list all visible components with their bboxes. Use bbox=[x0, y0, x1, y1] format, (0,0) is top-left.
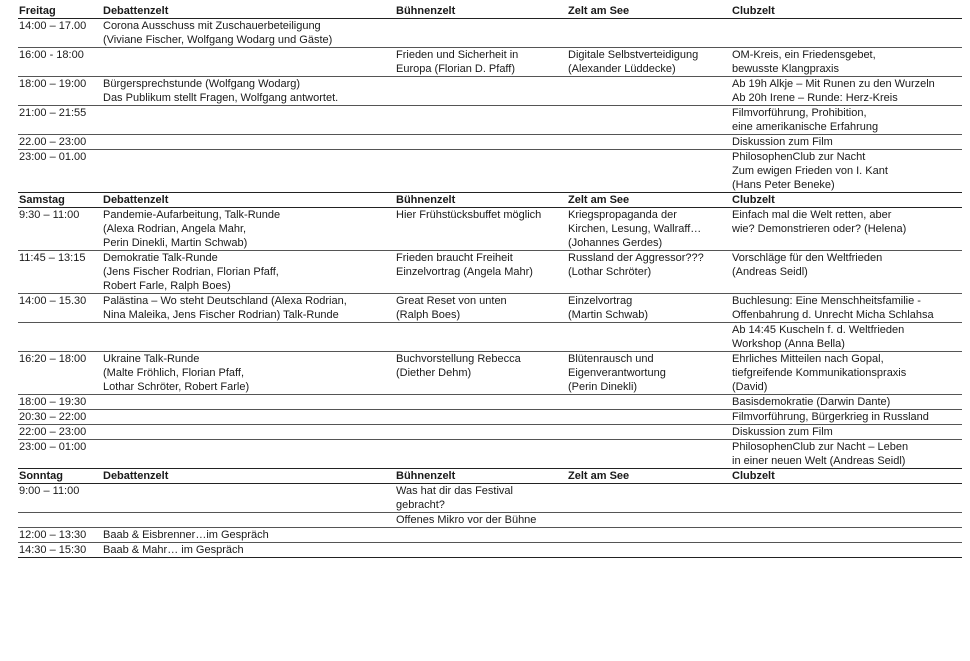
event-cell-zelt-am-see bbox=[567, 294, 731, 323]
time-slot: 9:30 – 11:00 bbox=[19, 209, 80, 221]
time-slot: 21:00 – 21:55 bbox=[18, 106, 102, 135]
event-cell-clubzelt bbox=[731, 208, 962, 251]
event-cell-zelt-am-see bbox=[567, 543, 731, 558]
schedule-body bbox=[18, 4, 962, 558]
event-text-line: Basisdemokratie (Darwin Dante) bbox=[732, 396, 891, 408]
event-cell-debattenzelt bbox=[102, 440, 395, 469]
event-cell-clubzelt bbox=[731, 106, 962, 135]
event-cell-clubzelt bbox=[731, 440, 962, 469]
event-cell-debattenzelt bbox=[102, 106, 395, 135]
event-text-line: Eigenverantwortung bbox=[568, 367, 666, 379]
time-slot: 16:20 – 18:00 bbox=[18, 352, 102, 395]
event-cell-clubzelt bbox=[731, 352, 962, 395]
event-cell-buehnenzelt bbox=[395, 19, 567, 48]
schedule-row bbox=[18, 395, 962, 410]
time-slot bbox=[18, 513, 102, 528]
venue-header-debattenzelt: Debattenzelt bbox=[102, 4, 395, 19]
venue-header-zelt-am-see: Zelt am See bbox=[567, 469, 731, 484]
time-slot: 18:00 – 19:30 bbox=[18, 395, 102, 410]
time-slot: 23:00 – 01:00 bbox=[18, 440, 102, 469]
schedule-row bbox=[18, 106, 962, 135]
event-text-line: Palästina – Wo steht Deutschland (Alexa Rodrian, bbox=[103, 295, 347, 307]
event-text-line: (Diether Dehm) bbox=[396, 367, 472, 379]
time-slot: 23:00 – 01.00 bbox=[18, 150, 102, 193]
event-cell-buehnenzelt bbox=[395, 513, 567, 528]
schedule-row bbox=[18, 48, 962, 77]
event-cell-debattenzelt bbox=[102, 323, 395, 352]
event-text-line: Diskussion zum Film bbox=[732, 426, 833, 438]
event-cell-zelt-am-see bbox=[567, 150, 731, 193]
event-cell-clubzelt bbox=[731, 395, 962, 410]
event-text-line: (Johannes Gerdes) bbox=[568, 237, 663, 249]
schedule-row bbox=[18, 19, 962, 48]
event-text-line: Kriegspropaganda der bbox=[568, 209, 677, 221]
event-text-line: Demokratie Talk-Runde bbox=[103, 252, 218, 264]
day-header-row bbox=[18, 193, 962, 208]
day-label: Samstag bbox=[18, 193, 102, 208]
venue-header-zelt-am-see: Zelt am See bbox=[567, 4, 731, 19]
event-text-line: Corona Ausschuss mit Zuschauerbeteiligung bbox=[103, 20, 321, 32]
event-cell-clubzelt bbox=[731, 294, 962, 323]
event-text-line: (Viviane Fischer, Wolfgang Wodarg und Gäste) bbox=[103, 34, 333, 46]
schedule-row bbox=[18, 294, 962, 323]
event-cell-clubzelt bbox=[731, 513, 962, 528]
event-cell-clubzelt bbox=[731, 251, 962, 294]
time-slot: 22.00 – 23:00 bbox=[18, 135, 102, 150]
event-cell-zelt-am-see bbox=[567, 106, 731, 135]
event-cell-clubzelt bbox=[731, 150, 962, 193]
event-cell-debattenzelt bbox=[102, 150, 395, 193]
event-cell-zelt-am-see bbox=[567, 440, 731, 469]
event-cell-clubzelt bbox=[731, 484, 962, 513]
event-cell-zelt-am-see bbox=[567, 513, 731, 528]
event-text-line: OM-Kreis, ein Friedensgebet, bbox=[732, 49, 876, 61]
event-cell-clubzelt bbox=[731, 135, 962, 150]
venue-header-debattenzelt: Debattenzelt bbox=[102, 469, 395, 484]
event-cell-debattenzelt bbox=[102, 425, 395, 440]
venue-header-buehnenzelt: Bühnenzelt bbox=[395, 193, 567, 208]
event-cell-zelt-am-see bbox=[567, 352, 731, 395]
event-cell-buehnenzelt bbox=[395, 48, 567, 77]
schedule-row bbox=[18, 440, 962, 469]
schedule-row bbox=[18, 150, 962, 193]
event-cell-debattenzelt bbox=[102, 19, 395, 48]
day-header-row bbox=[18, 469, 962, 484]
event-cell-debattenzelt bbox=[102, 543, 395, 558]
event-text-line: Great Reset von unten bbox=[396, 295, 507, 307]
event-cell-zelt-am-see bbox=[567, 410, 731, 425]
event-text-line: Frieden braucht Freiheit bbox=[396, 252, 513, 264]
event-text-line: Perin Dinekli, Martin Schwab) bbox=[103, 237, 248, 249]
event-cell-debattenzelt bbox=[102, 528, 395, 543]
event-text-line: (Malte Fröhlich, Florian Pfaff, bbox=[103, 367, 245, 379]
time-slot: 11:45 – 13:15 bbox=[18, 251, 102, 294]
time-slot: 20:30 – 22:00 bbox=[18, 410, 102, 425]
event-text-line: Ukraine Talk-Runde bbox=[103, 353, 200, 365]
event-cell-clubzelt bbox=[731, 425, 962, 440]
event-text-line: Ab 19h Alkje – Mit Runen zu den Wurzeln bbox=[732, 78, 935, 90]
event-cell-buehnenzelt bbox=[395, 410, 567, 425]
event-cell-clubzelt bbox=[731, 543, 962, 558]
event-cell-buehnenzelt bbox=[395, 135, 567, 150]
event-cell-buehnenzelt bbox=[395, 395, 567, 410]
event-text-line: Russland der Aggressor??? bbox=[568, 252, 704, 264]
time-slot: 14:30 – 15:30 bbox=[18, 543, 102, 558]
event-text-line: (Andreas Seidl) bbox=[732, 266, 808, 278]
event-text-line: Bürgersprechstunde (Wolfgang Wodarg) bbox=[103, 78, 301, 90]
event-cell-debattenzelt bbox=[102, 48, 395, 77]
schedule-row bbox=[18, 77, 962, 106]
event-text-line: gebracht? bbox=[396, 499, 445, 511]
event-cell-buehnenzelt bbox=[395, 528, 567, 543]
event-text-line: Baab & Mahr… im Gespräch bbox=[103, 544, 244, 556]
schedule-row bbox=[18, 352, 962, 395]
event-text-line: Buchlesung: Eine Menschheitsfamilie - bbox=[732, 295, 921, 307]
event-text-line: Kirchen, Lesung, Wallraff… bbox=[568, 223, 702, 235]
time-slot: 14:00 – 15.30 bbox=[18, 294, 102, 323]
event-text-line: Digitale Selbstverteidigung bbox=[568, 49, 699, 61]
schedule-row bbox=[18, 208, 962, 251]
event-cell-zelt-am-see bbox=[567, 528, 731, 543]
event-cell-zelt-am-see bbox=[567, 19, 731, 48]
event-text-line: Buchvorstellung Rebecca bbox=[396, 353, 521, 365]
event-text-line: Frieden und Sicherheit in bbox=[396, 49, 519, 61]
event-text-line: Filmvorführung, Bürgerkrieg in Russland bbox=[732, 411, 929, 423]
event-text-line: eine amerikanische Erfahrung bbox=[732, 121, 879, 133]
event-text-line: Hier Frühstücksbuffet möglich bbox=[396, 209, 542, 221]
schedule-row bbox=[18, 528, 962, 543]
event-cell-buehnenzelt bbox=[395, 440, 567, 469]
time-slot: 16:00 - 18:00 bbox=[18, 48, 102, 77]
event-text-line: (Hans Peter Beneke) bbox=[732, 179, 835, 191]
venue-header-clubzelt: Clubzelt bbox=[731, 4, 962, 19]
event-cell-zelt-am-see bbox=[567, 77, 731, 106]
schedule-row bbox=[18, 484, 962, 513]
event-cell-debattenzelt bbox=[102, 352, 395, 395]
schedule-row bbox=[18, 135, 962, 150]
day-header-row bbox=[18, 4, 962, 19]
venue-header-buehnenzelt: Bühnenzelt bbox=[395, 469, 567, 484]
event-text-line: Ehrliches Mitteilen nach Gopal, bbox=[732, 353, 884, 365]
time-slot bbox=[18, 323, 102, 352]
event-cell-debattenzelt bbox=[102, 395, 395, 410]
time-slot: 14:00 – 17.00 bbox=[19, 20, 87, 32]
event-cell-clubzelt bbox=[731, 19, 962, 48]
event-cell-debattenzelt bbox=[102, 484, 395, 513]
event-text-line: Vorschläge für den Weltfrieden bbox=[732, 252, 883, 264]
event-cell-clubzelt bbox=[731, 410, 962, 425]
event-cell-debattenzelt bbox=[102, 251, 395, 294]
event-cell-buehnenzelt bbox=[395, 352, 567, 395]
event-cell-buehnenzelt bbox=[395, 251, 567, 294]
event-text-line: (David) bbox=[732, 381, 768, 393]
event-text-line: Workshop (Anna Bella) bbox=[732, 338, 845, 350]
schedule-row bbox=[18, 410, 962, 425]
time-slot: 12:00 – 13:30 bbox=[18, 528, 102, 543]
event-cell-buehnenzelt bbox=[395, 543, 567, 558]
event-text-line: Europa (Florian D. Pfaff) bbox=[396, 63, 516, 75]
event-cell-debattenzelt bbox=[102, 410, 395, 425]
event-text-line: (Ralph Boes) bbox=[396, 309, 461, 321]
event-cell-clubzelt bbox=[731, 323, 962, 352]
event-cell-zelt-am-see bbox=[567, 425, 731, 440]
event-text-line: Filmvorführung, Prohibition, bbox=[732, 107, 867, 119]
event-cell-buehnenzelt bbox=[395, 323, 567, 352]
event-text-line: Ab 20h Irene – Runde: Herz-Kreis bbox=[732, 92, 898, 104]
event-cell-zelt-am-see bbox=[567, 395, 731, 410]
event-cell-clubzelt bbox=[731, 77, 962, 106]
event-cell-debattenzelt bbox=[102, 208, 395, 251]
event-cell-zelt-am-see bbox=[567, 135, 731, 150]
event-text-line: Offenbahrung d. Unrecht Micha Schlahsa bbox=[732, 309, 934, 321]
event-cell-clubzelt bbox=[731, 48, 962, 77]
event-text-line: (Jens Fischer Rodrian, Florian Pfaff, bbox=[103, 266, 279, 278]
event-cell-buehnenzelt bbox=[395, 484, 567, 513]
event-cell-buehnenzelt bbox=[395, 106, 567, 135]
event-cell-debattenzelt bbox=[102, 513, 395, 528]
time-slot: 18:00 – 19:00 bbox=[18, 77, 102, 106]
schedule-row bbox=[18, 543, 962, 558]
venue-header-clubzelt: Clubzelt bbox=[731, 469, 962, 484]
event-text-line: PhilosophenClub zur Nacht – Leben bbox=[732, 441, 909, 453]
day-label: Sonntag bbox=[18, 469, 102, 484]
event-text-line: Robert Farle, Ralph Boes) bbox=[103, 280, 231, 292]
event-text-line: PhilosophenClub zur Nacht bbox=[732, 151, 866, 163]
event-text-line: (Lothar Schröter) bbox=[568, 266, 652, 278]
venue-header-zelt-am-see: Zelt am See bbox=[567, 193, 731, 208]
event-cell-zelt-am-see bbox=[567, 48, 731, 77]
event-cell-zelt-am-see bbox=[567, 323, 731, 352]
schedule-row bbox=[18, 251, 962, 294]
event-text-line: (Martin Schwab) bbox=[568, 309, 649, 321]
schedule-row bbox=[18, 513, 962, 528]
venue-header-buehnenzelt: Bühnenzelt bbox=[395, 4, 567, 19]
event-cell-buehnenzelt bbox=[395, 77, 567, 106]
event-cell-debattenzelt bbox=[102, 294, 395, 323]
event-text-line: (Perin Dinekli) bbox=[568, 381, 638, 393]
event-text-line: (Alexander Lüddecke) bbox=[568, 63, 676, 75]
event-text-line: Pandemie-Aufarbeitung, Talk-Runde bbox=[103, 209, 281, 221]
event-text-line: Ab 14:45 Kuscheln f. d. Weltfrieden bbox=[732, 324, 905, 336]
venue-header-debattenzelt: Debattenzelt bbox=[102, 193, 395, 208]
event-text-line: Was hat dir das Festival bbox=[396, 485, 513, 497]
schedule-row bbox=[18, 425, 962, 440]
event-text-line: tiefgreifende Kommunikationspraxis bbox=[732, 367, 907, 379]
event-cell-buehnenzelt bbox=[395, 208, 567, 251]
event-text-line: Zum ewigen Frieden von I. Kant bbox=[732, 165, 888, 177]
event-text-line: Einfach mal die Welt retten, aber bbox=[732, 209, 892, 221]
time-slot: 22:00 – 23:00 bbox=[18, 425, 102, 440]
event-text-line: Lothar Schröter, Robert Farle) bbox=[103, 381, 250, 393]
day-label: Freitag bbox=[18, 4, 102, 19]
event-cell-debattenzelt bbox=[102, 77, 395, 106]
event-cell-zelt-am-see bbox=[567, 251, 731, 294]
schedule-table bbox=[18, 4, 962, 558]
event-text-line: (Alexa Rodrian, Angela Mahr, bbox=[103, 223, 247, 235]
event-cell-clubzelt bbox=[731, 528, 962, 543]
event-cell-debattenzelt bbox=[102, 135, 395, 150]
event-text-line: Das Publikum stellt Fragen, Wolfgang antwortet. bbox=[103, 92, 339, 104]
event-cell-buehnenzelt bbox=[395, 150, 567, 193]
event-text-line: Einzelvortrag (Angela Mahr) bbox=[396, 266, 533, 278]
event-text-line: Einzelvortrag bbox=[568, 295, 633, 307]
event-cell-buehnenzelt bbox=[395, 294, 567, 323]
event-cell-zelt-am-see bbox=[567, 484, 731, 513]
event-cell-zelt-am-see bbox=[567, 208, 731, 251]
event-cell-buehnenzelt bbox=[395, 425, 567, 440]
event-text-line: bewusste Klangpraxis bbox=[732, 63, 840, 75]
schedule-row bbox=[18, 323, 962, 352]
event-text-line: Diskussion zum Film bbox=[732, 136, 833, 148]
event-text-line: wie? Demonstrieren oder? (Helena) bbox=[732, 223, 907, 235]
time-slot: 9:00 – 11:00 bbox=[19, 485, 80, 497]
event-text-line: Offenes Mikro vor der Bühne bbox=[396, 514, 537, 526]
event-text-line: Blütenrausch und bbox=[568, 353, 654, 365]
event-text-line: Baab & Eisbrenner…im Gespräch bbox=[103, 529, 269, 541]
event-text-line: in einer neuen Welt (Andreas Seidl) bbox=[732, 455, 906, 467]
event-text-line: Nina Maleika, Jens Fischer Rodrian) Talk-Runde bbox=[103, 309, 339, 321]
venue-header-clubzelt: Clubzelt bbox=[731, 193, 962, 208]
